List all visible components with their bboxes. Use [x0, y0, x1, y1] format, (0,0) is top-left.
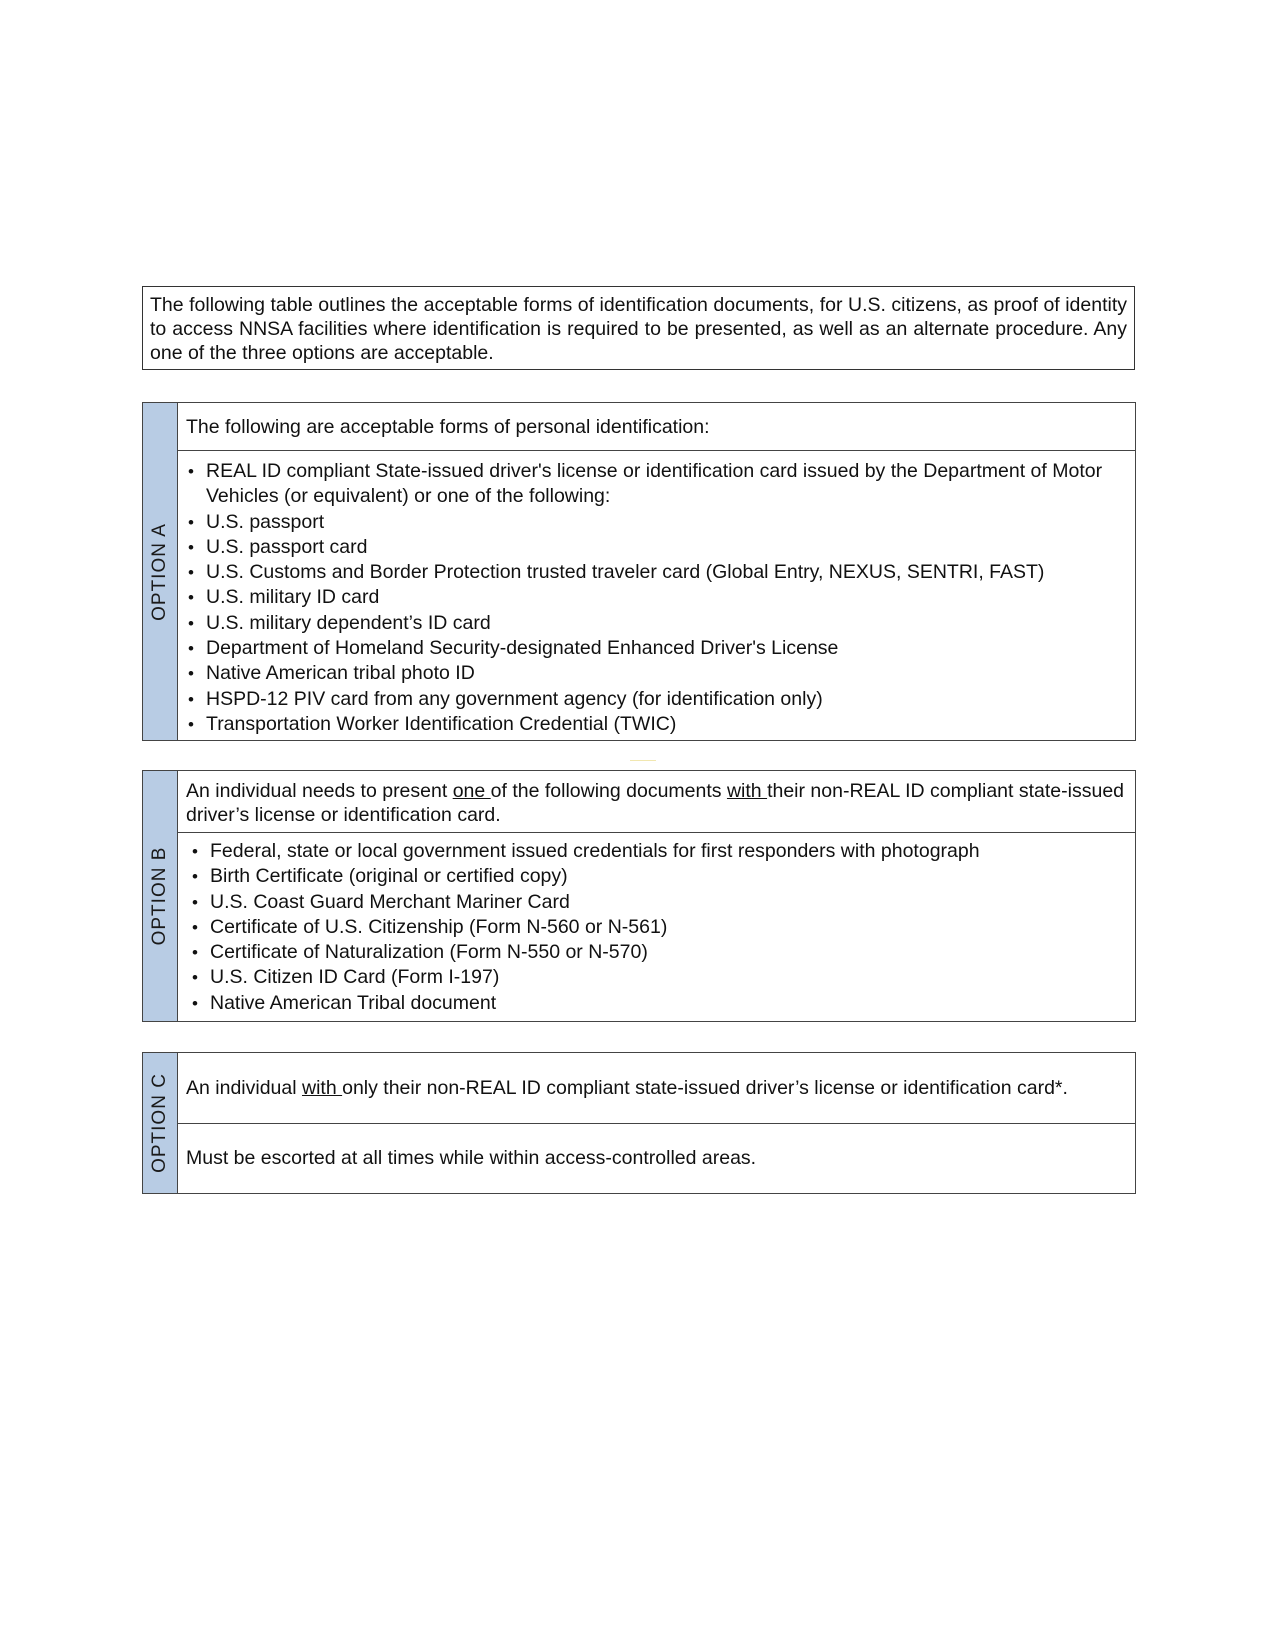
list-item: • Department of Homeland Security-designated Enhanced Driver's License — [186, 636, 1127, 661]
option-b-label: OPTION B — [149, 846, 170, 946]
option-a-label: OPTION A — [149, 522, 170, 621]
list-item: • Certificate of Naturalization (Form N-550 or N-570) — [190, 940, 1127, 965]
heading-text: their non-REAL ID compliant state-issued driver’s license or identification card. — [186, 779, 1125, 826]
option-c-heading-text — [186, 1076, 1068, 1100]
option-a-label-cell — [143, 403, 178, 740]
option-b-heading — [178, 771, 1135, 833]
list-item: • Transportation Worker Identification Credential (TWIC) — [186, 712, 1127, 737]
list-item: • Federal, state or local government issued credentials for first responders with photograph — [190, 839, 1127, 864]
option-b-table — [142, 770, 1136, 1022]
list-item: • Native American Tribal document — [190, 991, 1127, 1016]
option-a-table — [142, 402, 1136, 741]
option-b-list — [178, 833, 1135, 1016]
list-item: • U.S. military dependent’s ID card — [186, 611, 1127, 636]
list-item: • U.S. passport — [186, 510, 1127, 535]
heading-underlined: with — [726, 779, 768, 802]
intro-box — [142, 286, 1135, 370]
list-item: • Birth Certificate (original or certified copy) — [190, 864, 1127, 889]
list-item: • HSPD-12 PIV card from any government agency (for identification only) — [186, 687, 1127, 712]
option-c-heading — [178, 1053, 1135, 1124]
option-b-label-cell — [143, 771, 178, 1021]
list-item: • Native American tribal photo ID — [186, 661, 1127, 686]
list-item: • REAL ID compliant State-issued driver's license or identification card issued by the Department of Motor Vehicles (or equivalent) or one of the following: — [186, 459, 1127, 510]
list-item: • U.S. Citizen ID Card (Form I-197) — [190, 965, 1127, 990]
heading-underlined: one — [452, 779, 491, 802]
heading-text: of the following documents — [490, 779, 727, 802]
heading-underlined: with — [302, 1077, 343, 1099]
option-a-heading: The following are acceptable forms of personal identification: — [178, 403, 1135, 451]
heading-text: only their non-REAL ID compliant state-issued driver’s license or identification card*. — [342, 1077, 1068, 1099]
list-item: • U.S. Coast Guard Merchant Mariner Card — [190, 890, 1127, 915]
option-b-heading-text — [186, 779, 1127, 827]
list-item: • U.S. military ID card — [186, 585, 1127, 610]
option-c-label-cell — [143, 1053, 178, 1193]
option-c-note: Must be escorted at all times while within access-controlled areas. — [186, 1147, 757, 1169]
list-item: • Certificate of U.S. Citizenship (Form N-560 or N-561) — [190, 915, 1127, 940]
list-item: • U.S. Customs and Border Protection trusted traveler card (Global Entry, NEXUS, SENTRI, FAST) — [186, 560, 1127, 585]
intro-text: The following table outlines the acceptable forms of identification documents, for U.S. citizens, as proof of identity to access NNSA facilities where identification is required to be presented, as well as an alternate procedure. Any one of the three options are acceptable. — [150, 294, 1127, 364]
divider-mark — [630, 760, 656, 761]
option-a-list — [178, 451, 1135, 737]
heading-text: An individual needs to present — [186, 779, 453, 802]
heading-text: An individual — [186, 1077, 302, 1099]
option-c-table — [142, 1052, 1136, 1194]
list-item: • U.S. passport card — [186, 535, 1127, 560]
option-c-label: OPTION C — [149, 1073, 170, 1173]
